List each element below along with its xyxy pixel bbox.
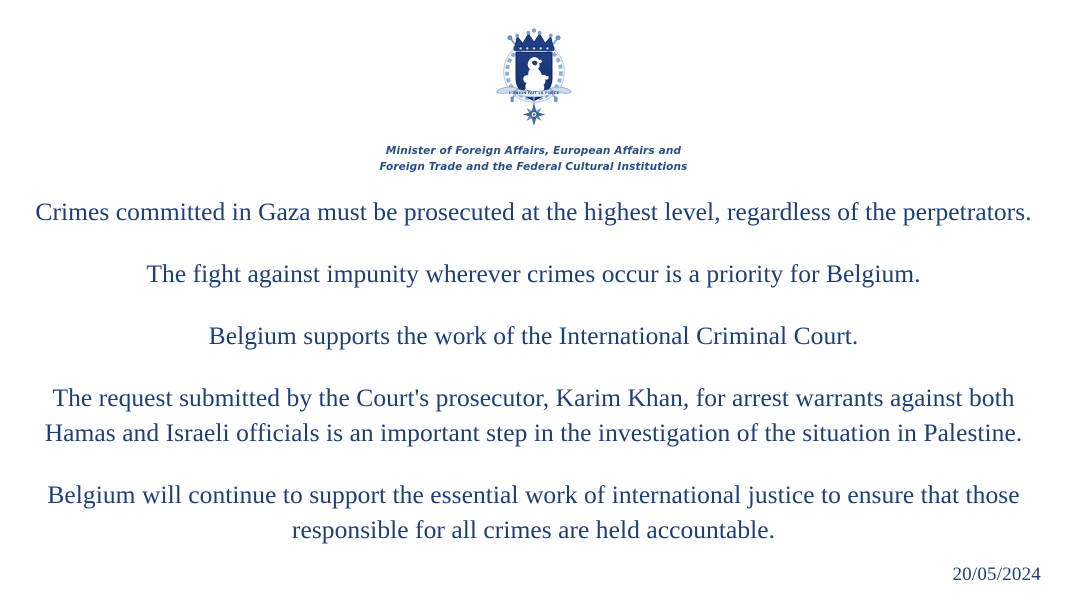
statement-paragraph-2: The fight against impunity wherever crimes occur is a priority for Belgium. <box>146 259 921 288</box>
statement-date: 20/05/2024 <box>952 564 1041 585</box>
statement-paragraph-3: Belgium supports the work of the International Criminal Court. <box>208 321 859 350</box>
statement-paragraph-4: The request submitted by the Court's prosecutor, Karim Khan, for arrest warrants against both Hamas and Israeli officials is an important step in the investigation of the situation in Palestine. <box>44 383 1023 447</box>
ministry-subtitle <box>379 144 687 175</box>
header-emblem-block <box>0 0 1067 175</box>
ministry-subtitle-line-2: Foreign Trade and the Federal Cultural Institutions <box>379 160 688 173</box>
statement-body <box>0 194 1067 547</box>
svg-text:L'UNION FAIT LA FORCE: L'UNION FAIT LA FORCE <box>508 91 559 96</box>
belgian-royal-coat-of-arms-icon <box>478 26 590 138</box>
ministry-subtitle-line-1: Minister of Foreign Affairs, European Affairs and <box>385 145 682 157</box>
statement-paragraph-5: Belgium will continue to support the essential work of international justice to ensure that those responsible for all crimes are held accountable. <box>47 480 1020 544</box>
crown-icon <box>513 28 553 50</box>
statement-paragraph-1: Crimes committed in Gaza must be prosecuted at the highest level, regardless of the perpetrators. <box>35 197 1032 226</box>
